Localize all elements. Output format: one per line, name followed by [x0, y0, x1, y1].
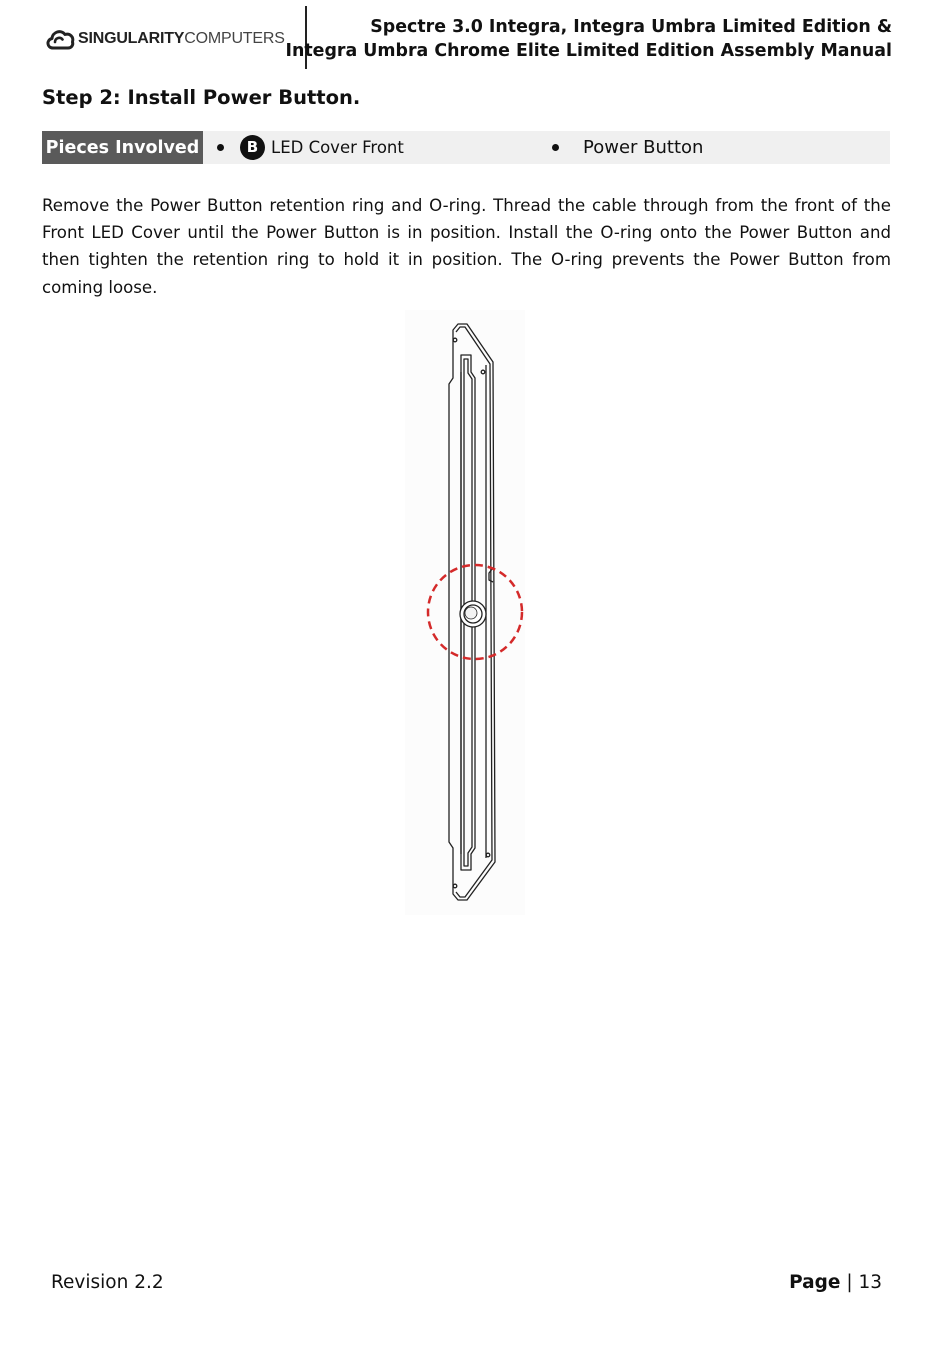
- page-number: 13: [858, 1272, 882, 1293]
- document-title-line-1: Spectre 3.0 Integra, Integra Umbra Limited Edition &: [370, 17, 892, 37]
- piece-item-power-button: [552, 131, 703, 164]
- company-logo: [44, 22, 285, 56]
- logo-text-light: COMPUTERS: [184, 30, 285, 47]
- bullet-icon: [552, 144, 559, 151]
- bullet-icon: [217, 144, 224, 151]
- document-title-line-2: Integra Umbra Chrome Elite Limited Edition Assembly Manual: [285, 41, 892, 61]
- piece-item-led-cover-front: [217, 131, 404, 164]
- power-button-drawing: [460, 601, 486, 627]
- page-number-label: [789, 1272, 882, 1293]
- pieces-involved-label: Pieces Involved: [42, 131, 203, 164]
- page-word: Page: [789, 1272, 841, 1293]
- led-cover-front-illustration: [405, 310, 525, 915]
- logo-text-bold: SINGULARITY: [78, 30, 185, 47]
- piece-label: LED Cover Front: [271, 138, 404, 157]
- piece-badge: B: [240, 135, 265, 160]
- page-separator: |: [846, 1272, 853, 1293]
- revision-label: Revision 2.2: [51, 1272, 164, 1293]
- cloud-logo-icon: [44, 24, 76, 54]
- pieces-involved-bar: [42, 131, 890, 164]
- step-heading: Step 2: Install Power Button.: [42, 86, 361, 109]
- piece-label: Power Button: [583, 137, 704, 158]
- instruction-paragraph: Remove the Power Button retention ring and O-ring. Thread the cable through from the front of the Front LED Cover until the Power Button is in position. Install the O-ring onto the Power Button and then tighten the retention ring to hold it in position. The O-ring prevents the Power Button from coming loose.: [42, 196, 891, 297]
- document-title: [286, 15, 893, 63]
- logo-wordmark: [78, 30, 285, 48]
